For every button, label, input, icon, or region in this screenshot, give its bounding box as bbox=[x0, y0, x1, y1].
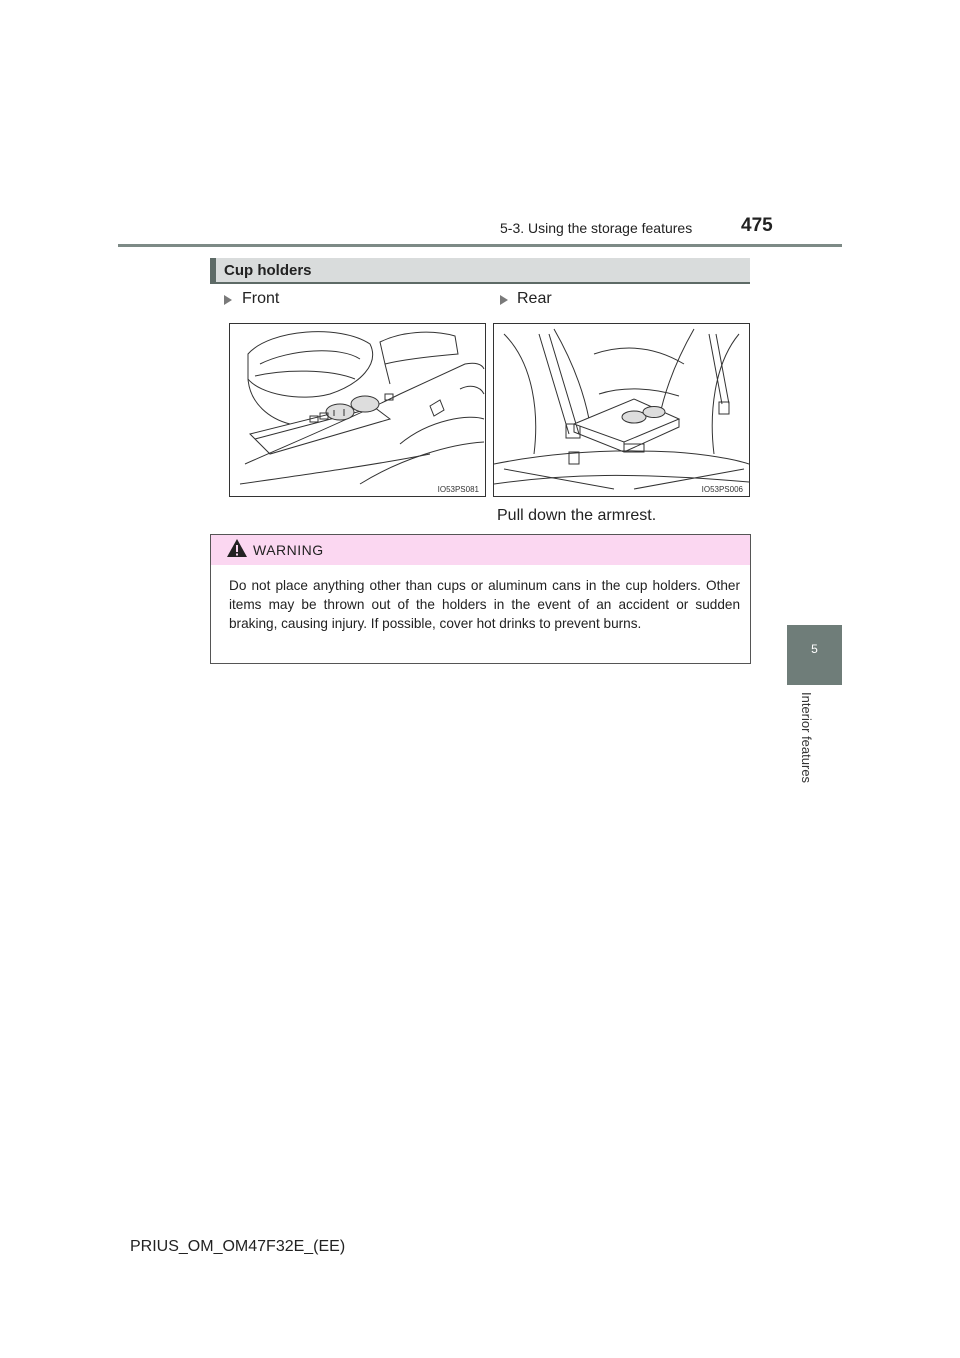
header-divider bbox=[118, 244, 842, 247]
warning-text: Do not place anything other than cups or aluminum cans in the cup holders. Other items may be thrown out of the holders in the event of an accident or sudden braking, causing injury. If possible, cover hot drinks to prevent burns. bbox=[229, 578, 740, 631]
section-heading-accent bbox=[210, 258, 216, 284]
warning-triangle-icon bbox=[226, 538, 248, 558]
footer-document-code: PRIUS_OM_OM47F32E_(EE) bbox=[130, 1238, 346, 1255]
figure-code: IO53PS081 bbox=[437, 485, 479, 494]
warning-title: WARNING bbox=[253, 542, 324, 558]
rear-caption: Pull down the armrest. bbox=[497, 507, 657, 524]
chapter-number: 5 bbox=[811, 642, 818, 656]
rear-cup-holder-illustration bbox=[493, 323, 750, 497]
front-label: Front bbox=[242, 290, 280, 307]
front-cup-holder-illustration bbox=[229, 323, 486, 497]
section-title: 5-3. Using the storage features bbox=[500, 220, 693, 236]
figure-code: IO53PS006 bbox=[701, 485, 743, 494]
bullet-triangle-icon bbox=[224, 295, 232, 305]
page-number: 475 bbox=[741, 215, 773, 236]
bullet-triangle-icon bbox=[500, 295, 508, 305]
chapter-label: Interior features bbox=[799, 692, 814, 784]
rear-label: Rear bbox=[517, 290, 552, 307]
section-heading: Cup holders bbox=[224, 262, 312, 279]
